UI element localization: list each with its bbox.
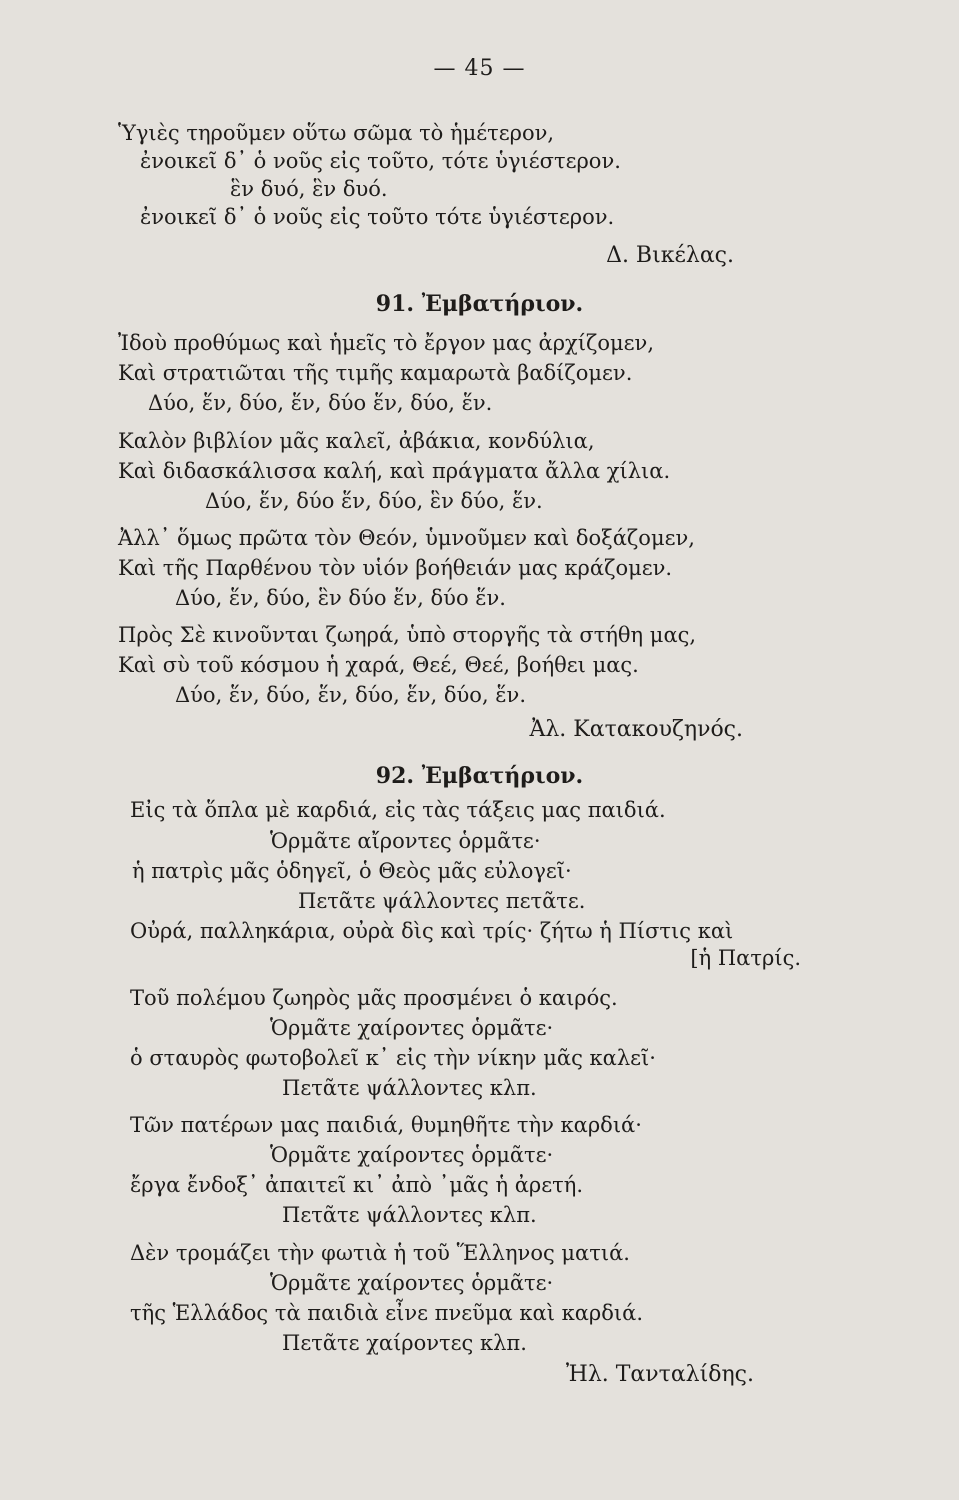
poem-title: 92. Ἐμβατήριον. (375, 763, 584, 789)
poem-line: Ἀλλ᾽ ὅμως πρῶτα τὸν Θεόν, ὑμνοῦμεν καὶ δοξάζομεν, (118, 526, 695, 550)
author-signature: Δ. Βικέλας. (606, 243, 734, 268)
poem-line: ἡ πατρὶς μᾶς ὁδηγεῖ, ὁ Θεὸς μᾶς εὐλογεῖ· (132, 859, 572, 883)
poem-line: τῆς Ἑλλάδος τὰ παιδιὰ εἶνε πνεῦμα καὶ καρδιά. (130, 1301, 644, 1325)
poem-line: Πετᾶτε ψάλλοντες κλπ. (282, 1076, 537, 1100)
poem-line: Ὁρμᾶτε χαίροντες ὁρμᾶτε· (270, 1016, 554, 1040)
poem-line: Τῶν πατέρων μας παιδιά, θυμηθῆτε τὴν καρδιά· (130, 1113, 642, 1137)
poem-line: Δὲν τρομάζει τὴν φωτιὰ ἡ τοῦ Ἕλληνος ματιά. (130, 1241, 630, 1265)
poem-title: 91. Ἐμβατήριον. (375, 291, 584, 317)
poem-line: Καὶ τῆς Παρθένου τὸν υἱόν βοήθειάν μας κράζομεν. (118, 556, 673, 580)
poem-line: Ὁρμᾶτε χαίροντες ὁρμᾶτε· (270, 1143, 554, 1167)
poem-line: Δύο, ἕν, δύο, ἕν, δύο ἕν, δύο, ἕν. (148, 391, 493, 415)
poem-line: Εἰς τὰ ὅπλα μὲ καρδιά, εἰς τὰς τάξεις μας παιδιά. (130, 798, 666, 822)
poem-line: ἓν δυό, ἓν δυό. (230, 177, 388, 201)
poem-line: Ὑγιὲς τηροῦμεν οὕτω σῶμα τὸ ἡμέτερον, (118, 121, 555, 145)
poem-line: Ὁρμᾶτε χαίροντες ὁρμᾶτε· (270, 1271, 554, 1295)
poem-line: Πετᾶτε ψάλλοντες πετᾶτε. (298, 889, 586, 913)
poem-line: [ἡ Πατρίς. (690, 946, 801, 970)
poem-line: Ἰδοὺ προθύμως καὶ ἡμεῖς τὸ ἔργον μας ἀρχίζομεν, (118, 331, 655, 355)
poem-line: Δύο, ἕν, δύο ἕν, δύο, ἓν δύο, ἕν. (205, 489, 543, 513)
poem-line: Καὶ διδασκάλισσα καλή, καὶ πράγματα ἄλλα χίλια. (118, 459, 671, 483)
poem-line: ἔργα ἔνδοξ᾽ ἀπαιτεῖ κι᾽ ἀπὸ ᾽μᾶς ἡ ἀρετή. (130, 1173, 584, 1197)
author-signature: Ἀλ. Κατακουζηνός. (529, 717, 743, 742)
author-signature: Ἠλ. Τανταλίδης. (565, 1362, 754, 1387)
poem-line: Οὐρά, παλληκάρια, οὐρὰ δὶς καὶ τρίς· ζήτω ἡ Πίστις καὶ (130, 919, 734, 943)
poem-line: Πρὸς Σὲ κινοῦνται ζωηρά, ὑπὸ στοργῆς τὰ στήθη μας, (118, 623, 697, 647)
poem-line: Καὶ στρατιῶται τῆς τιμῆς καμαρωτὰ βαδίζομεν. (118, 361, 633, 385)
poem-line: Δύο, ἕν, δύο, ἓν δύο ἕν, δύο ἕν. (175, 586, 506, 610)
poem-line: Καὶ σὺ τοῦ κόσμου ἡ χαρά, Θεέ, Θεέ, βοήθει μας. (118, 653, 639, 677)
poem-line: Τοῦ πολέμου ζωηρὸς μᾶς προσμένει ὁ καιρός. (130, 986, 618, 1010)
poem-line: Ὁρμᾶτε αἴροντες ὁρμᾶτε· (270, 829, 541, 853)
poem-line: ἐνοικεῖ δ᾽ ὁ νοῦς εἰς τοῦτο τότε ὑγιέστερον. (140, 205, 615, 229)
poem-line: Πετᾶτε ψάλλοντες κλπ. (282, 1203, 537, 1227)
poem-line: Καλὸν βιβλίον μᾶς καλεῖ, ἀβάκια, κονδύλια, (118, 429, 595, 453)
page-number: — 45 — (433, 56, 526, 81)
poem-line: ὁ σταυρὸς φωτοβολεῖ κ᾽ εἰς τὴν νίκην μᾶς καλεῖ· (130, 1046, 656, 1070)
poem-line: Πετᾶτε χαίροντες κλπ. (282, 1331, 527, 1355)
poem-line: ἐνοικεῖ δ᾽ ὁ νοῦς εἰς τοῦτο, τότε ὑγιέστερον. (140, 149, 621, 173)
poem-line: Δύο, ἕν, δύο, ἕν, δύο, ἕν, δύο, ἕν. (175, 683, 527, 707)
